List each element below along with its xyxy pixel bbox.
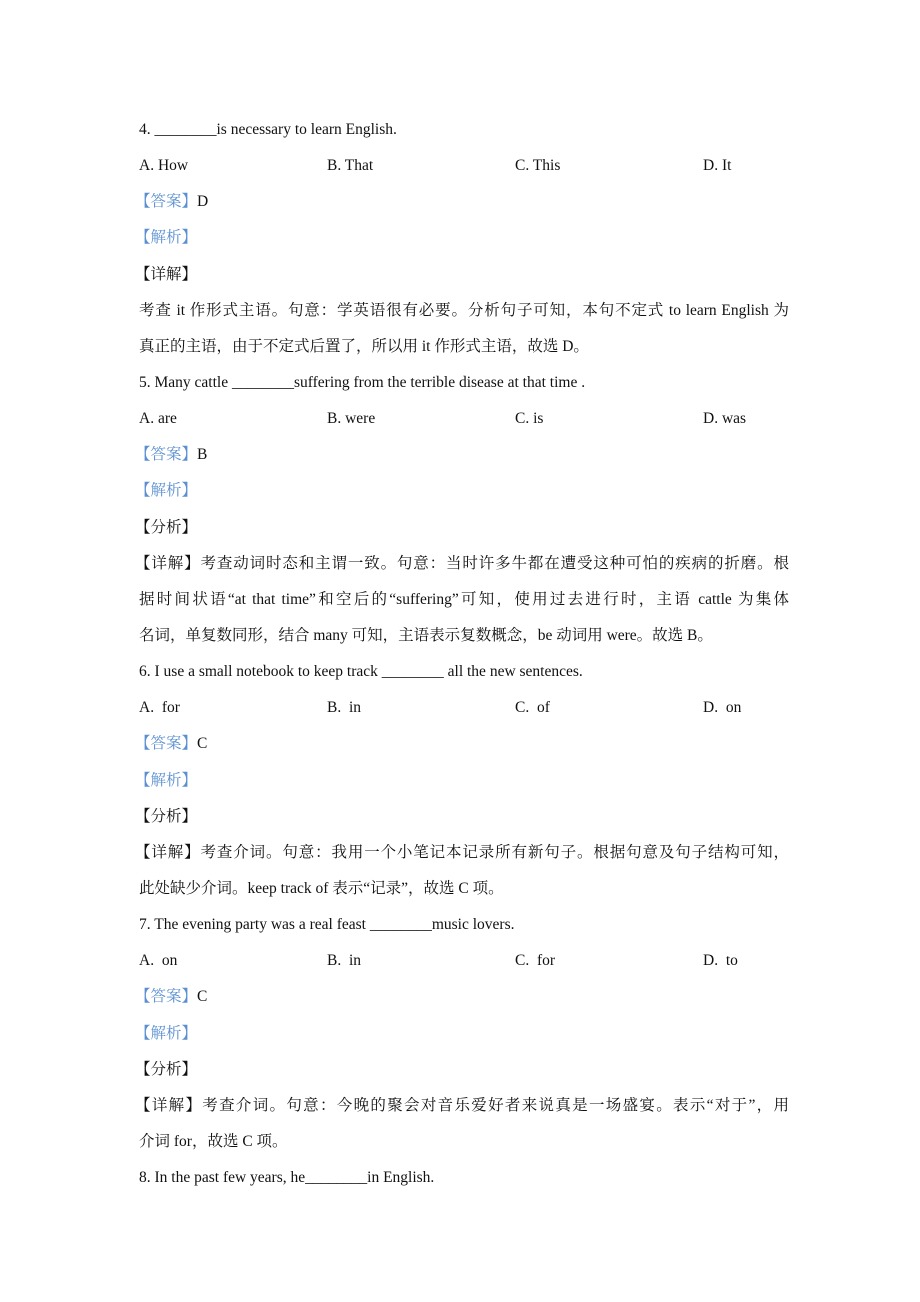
answer-label: 【答案】	[135, 193, 198, 211]
detail-text: 介词 for，故选 C 项。	[139, 1132, 288, 1150]
question-7-stem: 7. The evening party was a real feast ________music lovers.	[139, 916, 515, 934]
analysis-label: 【解析】	[135, 771, 198, 789]
option-d: D. was	[703, 410, 747, 428]
option-d: D. to	[703, 952, 738, 970]
detail-text: 考查介词。句意：今晚的聚会对音乐爱好者来说真是一场盛宴。表示“对于”，用	[202, 1096, 789, 1114]
option-d: D. It	[703, 157, 732, 175]
document-page	[135, 112, 789, 1196]
answer-value: D	[197, 193, 209, 211]
answer-line	[135, 437, 789, 473]
fenxi-label: 【分析】	[135, 518, 198, 536]
detail-label: 【详解】	[135, 554, 201, 572]
answer-value: C	[197, 988, 208, 1006]
question-5-stem: 5. Many cattle ________suffering from the terrible disease at that time .	[139, 373, 586, 391]
answer-value: B	[197, 446, 208, 464]
answer-line	[135, 979, 789, 1015]
option-b: B. in	[327, 699, 362, 717]
option-c: C. This	[515, 157, 561, 175]
question-6-stem: 6. I use a small notebook to keep track ________ all the new sentences.	[139, 663, 583, 681]
detail-label: 【详解】	[135, 843, 201, 861]
option-c: C. for	[515, 952, 556, 970]
option-a: A. are	[139, 410, 177, 428]
answer-label: 【答案】	[135, 988, 198, 1006]
fenxi-label: 【分析】	[135, 1060, 198, 1078]
option-b: B. That	[327, 157, 374, 175]
option-a: A. for	[139, 699, 180, 717]
answer-label: 【答案】	[135, 735, 198, 753]
option-b: B. were	[327, 410, 376, 428]
detail-line	[135, 1088, 789, 1124]
question-4-stem: 4. ________is necessary to learn English.	[139, 121, 397, 138]
analysis-label: 【解析】	[135, 229, 198, 247]
question-4-options	[139, 148, 789, 184]
option-c: C. is	[515, 410, 544, 428]
detail-text: 考查动词时态和主谓一致。句意：当时许多牛都在遭受这种可怕的疾病的折磨。根	[200, 554, 789, 572]
option-c: C. of	[515, 699, 550, 717]
question-7-options	[139, 943, 789, 979]
option-a: A. on	[139, 952, 178, 970]
detail-text: 名词，单复数同形，结合 many 可知，主语表示复数概念，be 动词用 were。故选 B。	[139, 626, 713, 644]
detail-text: 考查介词。句意：我用一个小笔记本记录所有新句子。根据句意及句子结构可知，	[200, 843, 789, 861]
question-5-options	[139, 401, 789, 437]
answer-label: 【答案】	[135, 446, 198, 464]
option-d: D. on	[703, 699, 742, 717]
detail-line	[135, 835, 789, 871]
fenxi-label: 【分析】	[135, 807, 198, 825]
question-6-options	[139, 690, 789, 726]
answer-line	[135, 184, 789, 220]
detail-label: 【详解】	[135, 1096, 203, 1114]
detail-text: 据时间状语“at that time”和空后的“suffering”可知，使用过去进行时，主语 cattle 为集体	[139, 590, 789, 608]
detail-text: 考查 it 作形式主语。句意：学英语很有必要。分析句子可知，本句不定式 to learn English 为	[139, 301, 789, 319]
analysis-label: 【解析】	[135, 1024, 198, 1042]
answer-line	[135, 726, 789, 762]
option-a: A. How	[139, 157, 189, 175]
analysis-label: 【解析】	[135, 482, 198, 500]
detail-label: 【详解】	[135, 265, 198, 283]
detail-line	[135, 546, 789, 582]
detail-text: 真正的主语，由于不定式后置了，所以用 it 作形式主语，故选 D。	[139, 337, 589, 355]
question-8-stem: 8. In the past few years, he________in English.	[139, 1169, 435, 1187]
option-b: B. in	[327, 952, 362, 970]
detail-text: 此处缺少介词。keep track of 表示“记录”，故选 C 项。	[139, 879, 504, 897]
answer-value: C	[197, 735, 208, 753]
